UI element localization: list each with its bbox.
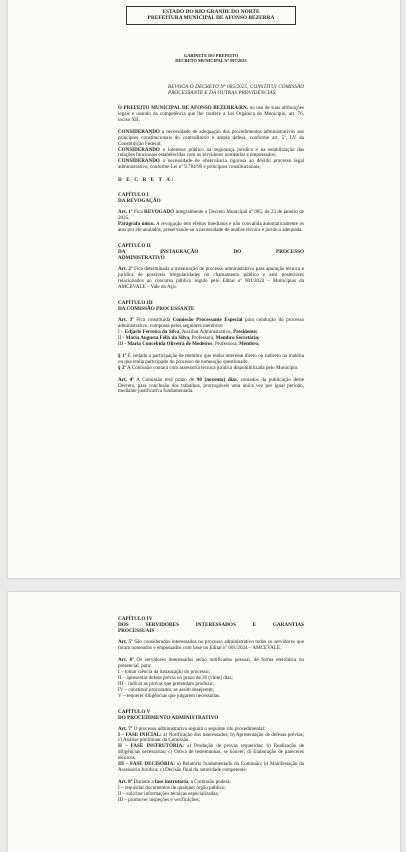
article-6: Art. 6º Os servidores interessados serão notificados pessoal, de forma eletrônica ou presencial, para: <box>118 656 304 669</box>
cabinet-label: GABINETE DO PREFEITO <box>183 52 239 58</box>
letterhead-municipality: PREFEITURA MUNICIPAL DE AFONSO BEZERRA <box>147 15 275 22</box>
phase-initial: I – FASE INICIAL: a) Notificação dos interessados; b) Apresentação de defesas prévias; c) Análise preliminar da Comissão. <box>118 731 304 744</box>
decree-verb: D E C R E T A: <box>118 177 175 184</box>
article-6-item: II – apresentar defesa prévia no prazo de 20 (vinte) dias; <box>118 674 233 681</box>
chapter-3-heading: CAPÍTULO III DA COMISSÃO PROCESSANTE <box>118 299 195 312</box>
article-7: Art. 7º O processo administrativo seguirá o seguinte rito procedimental: <box>118 725 266 732</box>
member-3: III - Maria Concebida Oliveira de Medeiros, Professora, Membro. <box>118 340 260 347</box>
member-2: II - Maria Augusta Félix da Silva, Professora, Membro Secretária; <box>118 334 260 341</box>
phase-instruction: II – FASE INSTRUTÓRIA: a) Produção de provas requeridas; b) Realização de diligências necessárias; c) Oitiva de testemunhas, se houver; d) Elaboração de pareceres técnicos. <box>118 743 304 762</box>
document-page-1 <box>8 0 400 578</box>
whereas-3: CONSIDERANDO a necessidade de observância rigorosa ao devido processo legal administrativo, conforme Lei nº 9.784/99 e princípios constitucionais; <box>118 158 304 171</box>
article-6-item: I – tomar ciência da instauração do processo; <box>118 668 210 675</box>
whereas-1: CONSIDERANDO a necessidade de adequação dos procedimentos administrativos aos princípios constitucionais do contraditório e ampla defesa, conforme art. 5º, LV da Constituição Federal; <box>118 128 304 147</box>
chapter-5-heading: CAPÍTULO V DO PROCEDIMENTO ADMINISTRATIVO <box>118 708 219 721</box>
chapter-1-heading: CAPÍTULO I DA REVOGAÇÃO <box>118 192 161 205</box>
phase-decision: III – FASE DECISÓRIA: a) Relatório fundamentado da Comissão; b) Manifestação da Assessoria Jurídica; c) Decisão final da autoridade competente. <box>118 761 304 774</box>
whereas-2: CONSIDERANDO o interesse público na segurança jurídica e na estabilização das relações funcionais estabelecidas com os servidores nomeados e empossados; <box>118 146 304 159</box>
article-1-sole-paragraph: Parágrafo único. A revogação tem efeitos imediatos e não convalida automaticamente os atos por ele anulados, preservando-se a necessidade de análise técnica e jurídica adequada. <box>118 221 305 234</box>
article-6-item: III – indicar as provas que pretendam produzir; <box>118 680 215 687</box>
chapter-2-heading: CAPÍTULO II DA INSTAURAÇÃO DO PROCESSO ADMINISTRATIVO <box>118 243 304 262</box>
article-3: Art. 3º Fica constituída Comissão Processante Especial para condução do processo administrativo, composta pelos seguintes membros: <box>118 316 304 329</box>
article-1: Art. 1º Fica REVOGADO integralmente o Decreto Municipal nº 085, de 23 de janeiro de 2025. <box>118 209 304 222</box>
letterhead-box <box>126 6 296 25</box>
decree-summary: REVOGA O DECRETO Nº 085/2025, CONSTITUI COMISSÃO PROCESSANTE E DÁ OUTRAS PROVIDÊNCIAS. <box>168 83 304 96</box>
article-3-paragraph-1: § 1º É vedada a participação de membro que tenha interesse direto ou indireto na matéria ou que tenha participado do processo de nomeação questionado. <box>118 352 304 365</box>
preamble-mayor: O PREFEITO MUNICIPAL DE AFONSO BEZERRA/RN, no uso de suas atribuições legais e usando da competência que lhe confere a Lei Orgânica do Município, art. 76, inciso XII, <box>118 104 304 123</box>
document-page-2 <box>8 592 400 852</box>
chapter-4-heading: CAPÍTULO IV DOS SERVIDORES INTERESSADOS E GARANTIAS PROCESSUAIS <box>118 616 304 634</box>
article-8-item: II – solicitar informações técnicas especializadas; <box>118 791 219 798</box>
article-6-item: V – requerer diligências que julgarem necessárias. <box>118 692 221 699</box>
letterhead-state: ESTADO DO RIO GRANDE DO NORTE <box>162 9 260 15</box>
article-8-item: III – promover inspeções e verificações; <box>118 797 200 804</box>
article-2: Art. 2º Fica determinada a instauração de processo administrativo para apuração técnica e jurídica de possíveis irregularidades no chamamento público e atos posteriores relacionados ao concurso público regido pelo Edital nº 001/2024 – Municípios da AMCEVALE – Vale do Açu. <box>118 266 304 290</box>
decree-number: DECRETO MUNICIPAL Nº 097/2025 <box>175 58 247 64</box>
article-3-paragraph-2: § 2º A Comissão contará com assessoria técnica jurídica disponibilizada pelo Município. <box>118 364 299 371</box>
article-8: Art. 8º Durante a fase instrutória, a Comissão poderá: <box>118 779 231 786</box>
article-8-item: I – requisitar documentos de qualquer órgão público; <box>118 785 226 792</box>
decree-heading <box>118 53 304 64</box>
article-5: Art. 5º São considerados interessados no processo administrativo todos os servidores que foram nomeados e empossados com base no Edital nº 001/2024 – AMCEVALE. <box>118 639 304 651</box>
member-1: I – Edjarle Ferreira da Silva, Auxiliar Administrativo, Presidente; <box>118 328 258 335</box>
article-6-item: IV – constituir procurador, se assim desejarem; <box>118 686 215 693</box>
article-4: Art. 4º A Comissão terá prazo de 90 (noventa) dias, contados da publicação deste Decreto, para conclusão dos trabalhos, prorrogáveis uma única vez por igual período, mediante justificativa fundamentada. <box>118 376 304 395</box>
